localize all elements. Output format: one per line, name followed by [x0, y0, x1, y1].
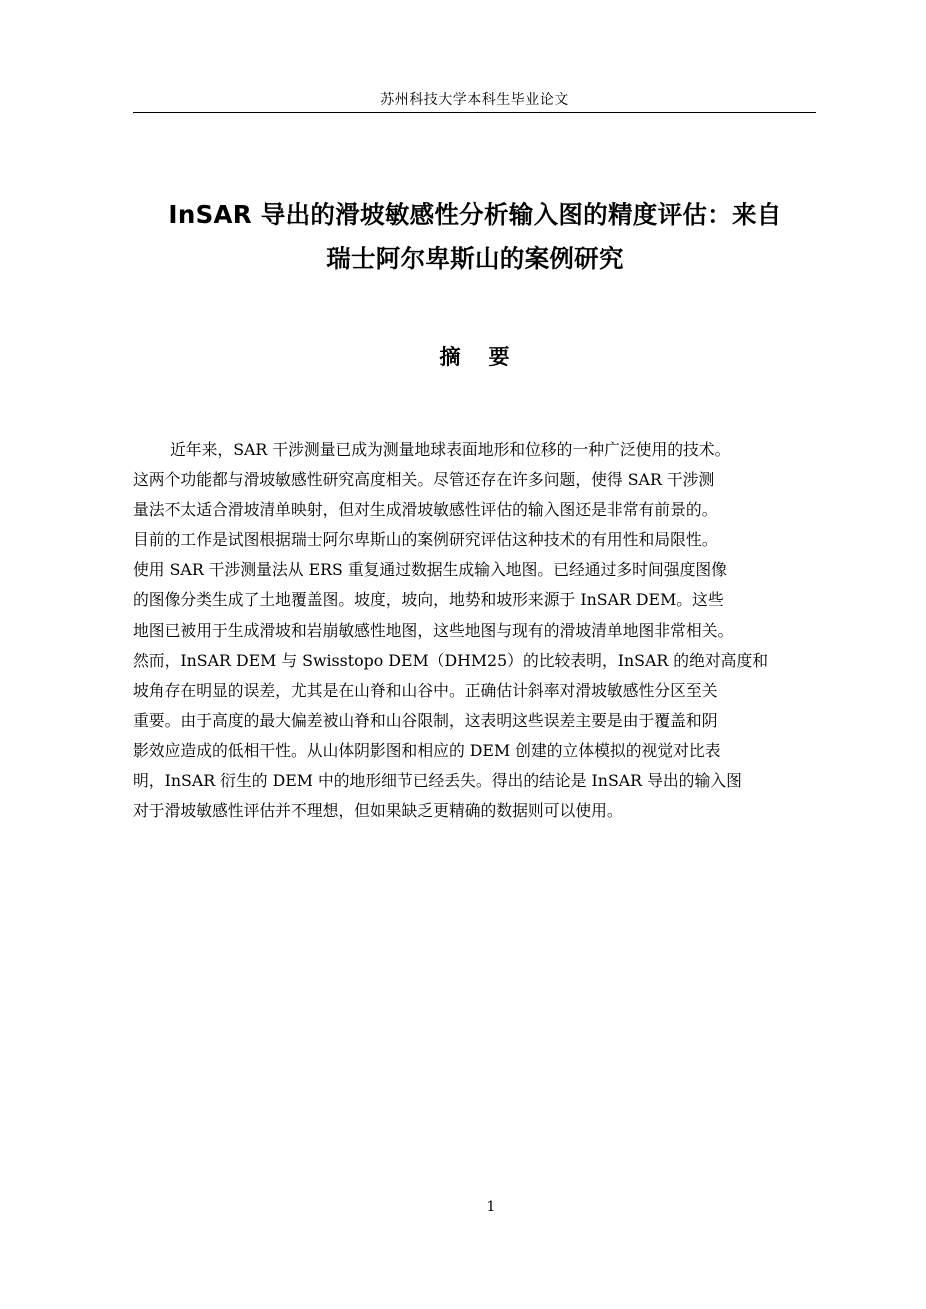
- abstract-line: 近年来，SAR 干涉测量已成为测量地球表面地形和位移的一种广泛使用的技术。: [170, 440, 731, 459]
- abstract-heading: 摘要: [439, 345, 538, 369]
- abstract-line: 然而，InSAR DEM 与 Swisstopo DEM（DHM25）的比较表明，InSAR 的绝对高度和: [133, 650, 769, 670]
- abstract-line: 地图已被用于生成滑坡和岩崩敏感性地图，这些地图与现有的滑坡清单地图非常相关。: [133, 620, 734, 640]
- title-line: InSAR 导出的滑坡敏感性分析输入图的精度评估：来自: [168, 200, 782, 229]
- abstract-line: 使用 SAR 干涉测量法从 ERS 重复通过数据生成输入地图。已经通过多时间强度图像: [133, 560, 727, 580]
- abstract-line: 明，InSAR 衍生的 DEM 中的地形细节已经丢失。得出的结论是 InSAR 导出的输入图: [133, 771, 742, 791]
- header-divider: [133, 112, 816, 113]
- title-line: 瑞士阿尔卑斯山的案例研究: [326, 244, 624, 273]
- abstract-line: 对于滑坡敏感性评估并不理想，但如果缺乏更精确的数据则可以使用。: [133, 801, 623, 821]
- page-number: 1: [486, 1199, 496, 1215]
- abstract-line: 这两个功能都与滑坡敏感性研究高度相关。尽管还存在许多问题，使得 SAR 干涉测: [133, 470, 715, 490]
- abstract-line: 目前的工作是试图根据瑞士阿尔卑斯山的案例研究评估这种技术的有用性和局限性。: [133, 530, 718, 550]
- abstract-line: 影效应造成的低相干性。从山体阴影图和相应的 DEM 创建的立体模拟的视觉对比表: [133, 740, 721, 760]
- abstract-line: 重要。由于高度的最大偏差被山脊和山谷限制，这表明这些误差主要是由于覆盖和阴: [133, 710, 718, 730]
- abstract-line: 的图像分类生成了土地覆盖图。坡度，坡向，地势和坡形来源于 InSAR DEM。这些: [133, 590, 724, 610]
- abstract-line: 坡角存在明显的误差，尤其是在山脊和山谷中。正确估计斜率对滑坡敏感性分区至关: [133, 680, 718, 700]
- paper-title: [118, 193, 832, 281]
- abstract-body: [133, 435, 823, 826]
- running-header: 苏州科技大学本科生毕业论文: [380, 92, 569, 108]
- abstract-line: 量法不太适合滑坡清单映射，但对生成滑坡敏感性评估的输入图还是非常有前景的。: [133, 500, 718, 520]
